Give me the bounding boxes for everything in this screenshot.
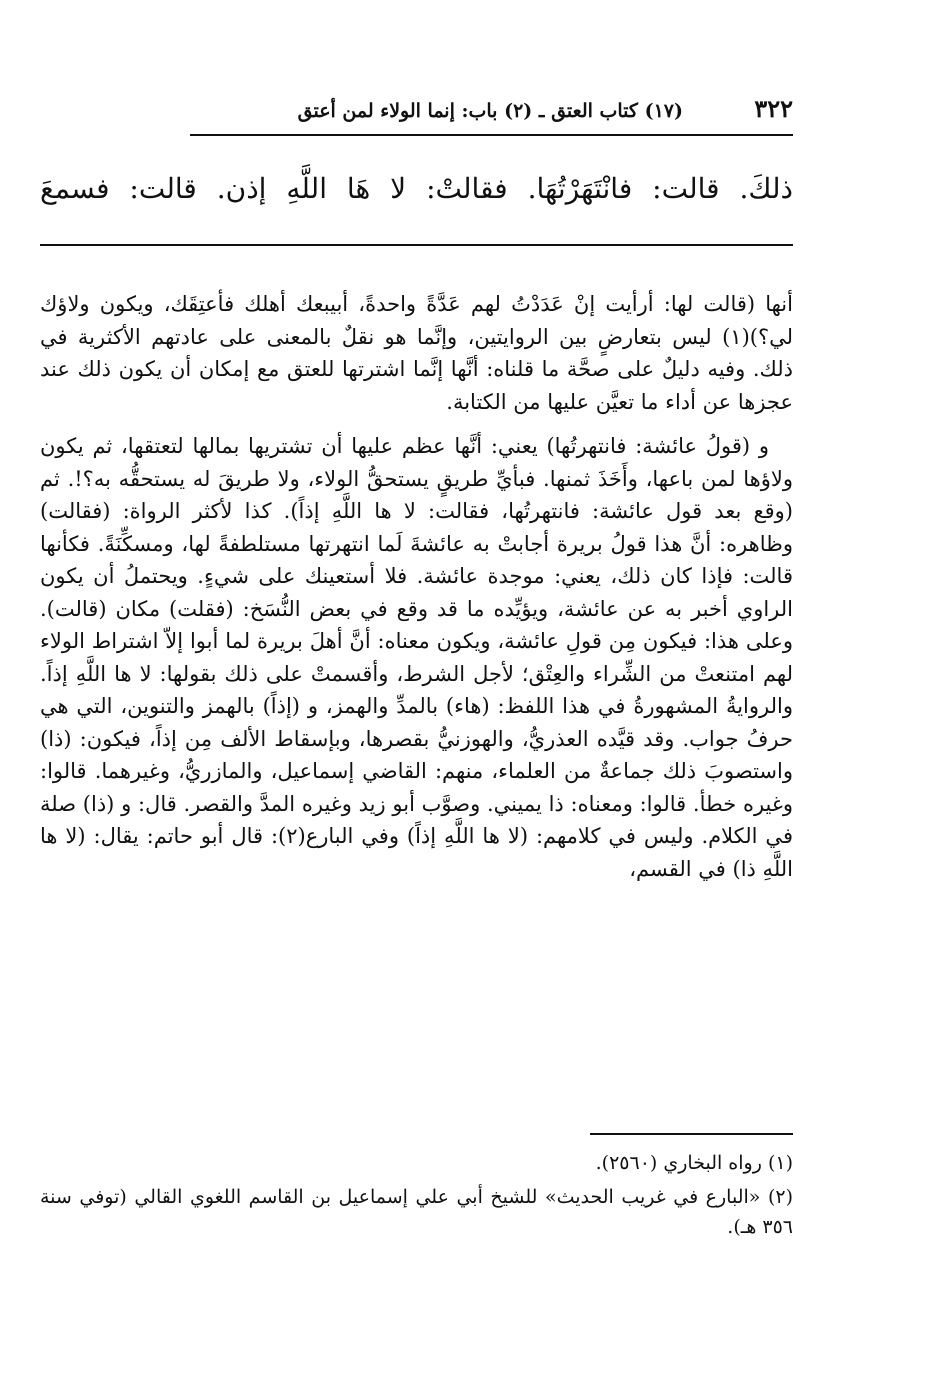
footnote-2-text: «البارع في غريب الحديث» للشيخ أبي علي إسماعيل بن القاسم اللغوي القالي (توفي سنة ٣٥٦ هـ).	[40, 1186, 793, 1238]
running-title: (١٧) كتاب العتق ـ (٢) باب: إنما الولاء لمن أعتق	[297, 100, 683, 122]
page-number: ٣٢٢	[754, 94, 793, 123]
commentary-paragraph-2	[40, 430, 793, 885]
commentary-paragraph-2-text: و (قولُ عائشة: فانتهرتُها) يعني: أنَّها عظم عليها أن تشتريها بمالها لتعتقها، ثم يكون ولاؤها لمن باعها، وأَخَذَ ثمنها. فبأيِّ طريقٍ يستحقُّ الولاء، ولا طريقَ له يستحقُّه به؟!. ثم (وقع بعد قول عائشة: فانتهرتُها، فقالت: لا ها اللَّهِ إذاً). كذا لأكثر الرواة: (فقالت) وظاهره: أنَّ هذا قولُ بريرة أجابتْ به عائشةَ لَما انتهرتها مستلطفةً لها، ومسكِّنَةً. فكأنها قالت: فإذا كان ذلك، يعني: موجدة عائشة. فلا أستعينك على شيءٍ. ويحتملُ أن يكون الراوي أخبر به عن عائشة، ويؤيِّده ما قد وقع في بعض النُّسَخ: (فقلت) مكان (قالت). وعلى هذا: فيكون مِن قولِ عائشة، ويكون معناه: أنَّ أهلَ بريرة لما أبوا إلاّ اشتراط الولاء لهم امتنعتْ من الشِّراء والعِتْق؛ لأجل الشرط، وأقسمتْ على ذلك بقولها: لا ها اللَّهِ إذاً. والروايةُ المشهورةُ في هذا اللفظ: (هاء) بالمدِّ والهمز، و (إذاً) بالهمز والتنوين، التي هي حرفُ جواب. وقد قيَّده العذريُّ، والهوزنيُّ بقصرها، وبإسقاط الألف مِن إذاً، فيكون: (ذا) واستصوبَ ذلك جماعةٌ من العلماء، منهم: القاضي إسماعيل، والمازريُّ، وغيرهما. قالوا: وغيره خطأ. قالوا: ومعناه: ذا يميني. وصوَّب أبو زيد وغيره المدَّ والقصر. قال: و (ذا) صلة في الكلام. وليس في كلامهم: (لا ها اللَّهِ إذاً) وفي البارع(٢): قال أبو حاتم: يقال: (لا ها اللَّهِ ذا) في القسم،	[40, 434, 793, 881]
footnote-1	[40, 1148, 793, 1178]
footnote-2	[40, 1182, 793, 1242]
commentary-body	[40, 288, 793, 885]
matn-separator-rule	[40, 244, 793, 246]
footnote-2-marker: (٢)	[767, 1186, 793, 1208]
footnote-separator-rule	[590, 1133, 793, 1135]
footnote-1-marker: (١)	[767, 1152, 793, 1174]
header-rule	[190, 134, 793, 136]
running-header	[190, 94, 793, 136]
commentary-paragraph-1: أنها (قالت لها: أرأيت إنْ عَدَدْتُ لهم عَدَّةً واحدةً، أبيبعك أهلك فأعتِقَك، ويكون ولاؤك لي؟)(١) ليس بتعارضٍ بين الروايتين، وإنَّما هو نقلٌ بالمعنى على عادتهم الأكثرية في ذلك. وفيه دليلٌ على صحَّة ما قلناه: أنَّها إنَّما اشترتها للعتق مع إمكان أن يكون ذلك عند عجزها عن أداء ما تعيَّن عليها من الكتابة.	[40, 292, 793, 414]
footnotes	[40, 1148, 793, 1246]
hadith-text-line: ذلكَ. قالت: فانْتَهَرْتُهَا. فقالتْ: لا هَا اللَّهِ إذن. قالت: فسمعَ	[40, 172, 793, 205]
footnote-1-text: رواه البخاري (٢٥٦٠).	[595, 1152, 762, 1174]
